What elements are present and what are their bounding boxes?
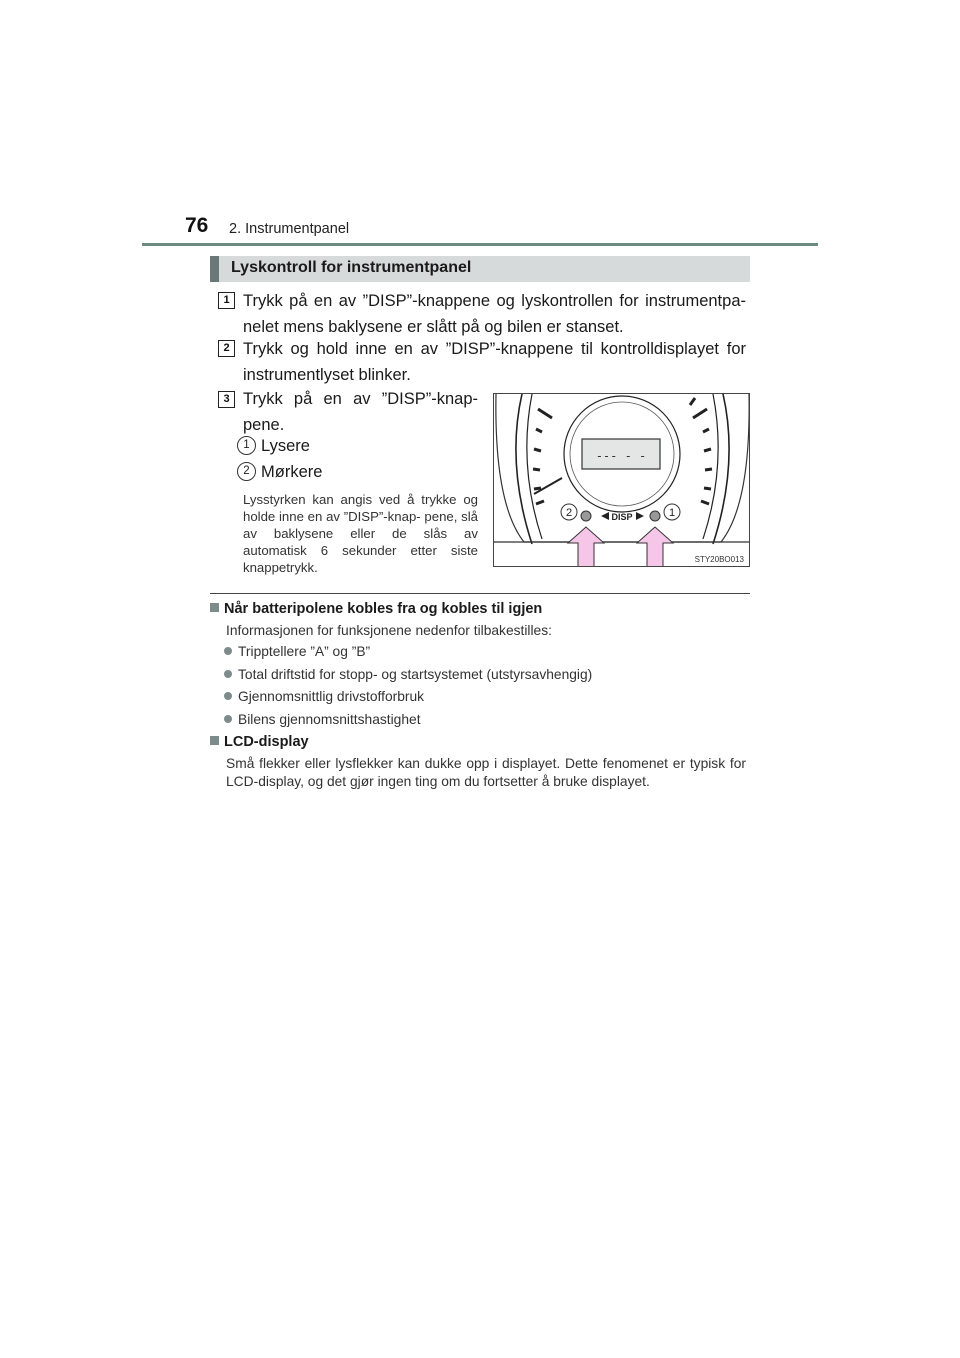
bullet-dot-icon [224, 692, 232, 700]
list-item [224, 644, 370, 659]
page-number: 76 [185, 214, 209, 237]
notes-divider [210, 593, 750, 594]
section-title: Lyskontroll for instrumentpanel [231, 259, 472, 276]
option-2-label: Mørkere [261, 463, 323, 481]
list-item-text: Tripptellere ”A” og ”B” [238, 644, 371, 659]
section-header [210, 256, 750, 282]
callout-2: 2 [565, 507, 573, 519]
note-2-heading [210, 734, 309, 750]
instrument-cluster-figure [493, 393, 750, 567]
step-number-2: 2 [218, 340, 235, 357]
note-1-title: Når batteripolene kobles fra og kobles til igjen [224, 601, 543, 617]
square-bullet-icon [210, 603, 219, 612]
lcd-readout: --- - - [595, 449, 647, 463]
list-item [224, 689, 424, 704]
figure-code: STY20BO013 [694, 555, 744, 564]
note-1-heading [210, 601, 542, 617]
list-item-text: Total driftstid for stopp- og startsystemet (utstyrsavhengig) [238, 667, 593, 682]
note-1-intro: Informasjonen for funksjonene nedenfor tilbakestilles: [226, 623, 552, 638]
option-2-number: 2 [237, 462, 256, 481]
bullet-dot-icon [224, 670, 232, 678]
option-1-number: 1 [237, 436, 256, 455]
step-3-note: Lysstyrken kan angis ved å trykke og holde inne en av ”DISP”-knap- pene, slå av baklysene eller de slås av automatisk 6 sekunder etter siste knappetrykk. [243, 492, 478, 575]
bullet-dot-icon [224, 647, 232, 655]
list-item [224, 667, 592, 682]
step-3-text: Trykk på en av ”DISP”-knap- pene. [243, 390, 478, 434]
step-number-3: 3 [218, 391, 235, 408]
header-rule [142, 243, 818, 246]
square-bullet-icon [210, 736, 219, 745]
disp-button-label: DISP [611, 512, 633, 522]
option-1-label: Lysere [261, 437, 310, 455]
chapter-title: 2. Instrumentpanel [229, 221, 350, 237]
list-item [224, 712, 421, 727]
list-item-text: Gjennomsnittlig drivstofforbruk [238, 689, 425, 704]
note-2-title: LCD-display [224, 734, 309, 750]
instrument-cluster-illustration [494, 394, 750, 567]
callout-1: 1 [668, 507, 676, 519]
step-1-text: Trykk på en av ”DISP”-knappene og lyskontrollen for instrumentpa- nelet mens baklysene er slått på og bilen er stanset. [243, 292, 746, 336]
bullet-dot-icon [224, 715, 232, 723]
step-2-text: Trykk og hold inne en av ”DISP”-knappene til kontrolldisplayet for instrumentlyset blinker. [243, 340, 746, 384]
note-2-body: Små flekker eller lysflekker kan dukke opp i displayet. Dette fenomenet er typisk for LCD-display, og det gjør ingen ting om du fortsetter å bruke displayet. [226, 756, 746, 789]
list-item-text: Bilens gjennomsnittshastighet [238, 712, 421, 727]
step-number-1: 1 [218, 292, 235, 309]
